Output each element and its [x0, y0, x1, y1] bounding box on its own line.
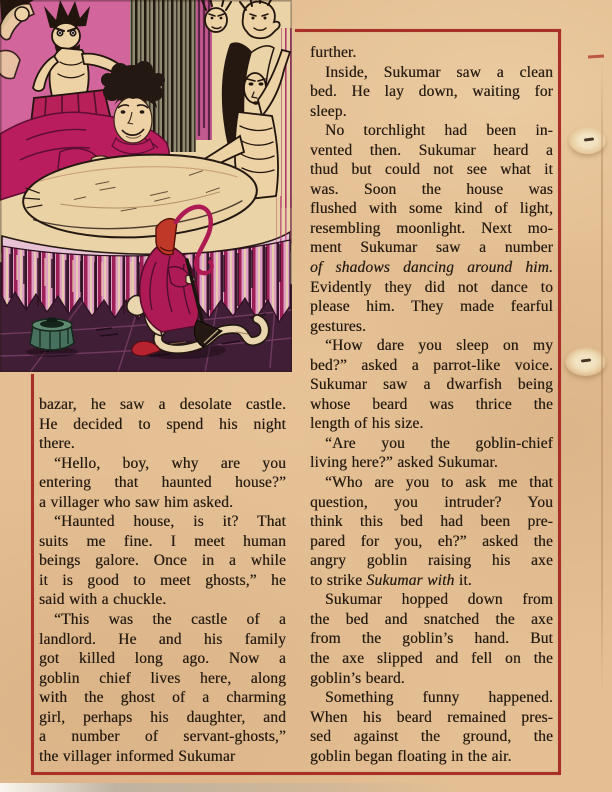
text-line: got killed long ago. Now a — [39, 650, 286, 668]
text-line: landlord. He and his family — [39, 630, 286, 648]
text-line: When his beard remained pres- — [310, 708, 553, 726]
text-line: angry goblin raising his axe — [310, 552, 553, 570]
text-line: ment Sukumar saw a number — [310, 239, 553, 257]
text-line: beings galore. Once in a while — [39, 552, 286, 570]
text-line: sed against the ground, the — [310, 728, 553, 746]
text-line: please him. They made fearful — [310, 298, 553, 316]
text-line: Sukumar saw a dwarfish being — [310, 376, 553, 394]
text-line: Evidently they did not dance to — [310, 278, 553, 296]
text-line: said with a chuckle. — [39, 591, 167, 609]
text-line: of shadows dancing around him. — [310, 259, 553, 277]
page-edge-shadow — [0, 783, 460, 792]
text-line: further. — [310, 44, 357, 61]
text-line: the bed and snatched the axe — [310, 610, 553, 628]
staple-hole-bottom — [565, 347, 606, 376]
text-line: question, you intruder? You — [310, 493, 553, 511]
text-line: goblin began floating in the air. — [310, 747, 512, 765]
text-line: living here?” asked Sukumar. — [310, 454, 498, 472]
text-run: Sukumar with — [366, 571, 455, 589]
text-line: bed?” asked a parrot-like voice. — [310, 356, 553, 374]
frame-border-left — [31, 374, 34, 774]
text-line: He decided to spend his night — [39, 415, 286, 433]
text-line: Something funny happened. — [325, 689, 553, 707]
text-line: pared for you, eh?” asked the — [310, 532, 553, 550]
frame-border-top — [295, 29, 561, 32]
text-line: resembling moonlight. Next mo- — [310, 219, 553, 237]
frame-border-right — [558, 29, 561, 775]
text-line — [310, 571, 553, 591]
text-line: bed. He lay down, waiting for — [310, 83, 553, 101]
text-line: it is good to meet ghosts,” he — [39, 571, 286, 589]
text-line: a number of servant-ghosts,” — [39, 728, 286, 746]
text-line: Sukumar hopped down from — [325, 591, 553, 609]
text-line: length of his size. — [310, 415, 424, 433]
text-line: the villager informed Sukumar — [39, 747, 236, 765]
frame-border-bottom — [31, 772, 560, 775]
text-line: entering that haunted house?” — [39, 474, 286, 492]
text-line: girl, perhaps his daughter, and — [39, 708, 286, 726]
text-line: “Are you the goblin-chief — [325, 434, 553, 452]
text-line: “How dare you sleep on my — [325, 337, 553, 355]
text-line: flushed with some kind of light, — [310, 200, 553, 218]
text-line: bazar, he saw a desolate castle. — [39, 396, 286, 413]
text-line: gestures. — [310, 317, 367, 335]
text-run: it. — [454, 571, 472, 589]
text-line: “Who are you to ask me that — [325, 474, 553, 492]
text-line: goblin’s beard. — [310, 669, 405, 687]
paper-crease — [601, 58, 603, 698]
text-line: there. — [39, 435, 75, 453]
text-line: the axe slipped and fell on the — [310, 649, 553, 667]
text-line: “Haunted house, is it? That — [54, 513, 286, 531]
text-line: “This was the castle of a — [54, 611, 286, 629]
text-line: “Hello, boy, why are you — [54, 454, 286, 472]
text-line: suits me fine. I meet human — [39, 532, 286, 550]
text-line: with the ghost of a charming — [39, 689, 286, 707]
text-run: to strike — [310, 571, 367, 589]
story-illustration — [0, 0, 292, 372]
text-line: Inside, Sukumar saw a clean — [325, 63, 553, 81]
text-line: No torchlight had been in- — [325, 122, 553, 140]
text-line: whose beard was thrice the — [310, 395, 553, 413]
text-line: thud but could not see what it — [310, 161, 553, 179]
green-pot — [26, 317, 78, 357]
right-text-column — [310, 43, 553, 766]
illustration-canvas — [0, 0, 292, 372]
text-line: from the goblin’s hand. But — [310, 630, 553, 648]
text-line: was. Soon the house was — [310, 180, 553, 198]
text-line: think this bed had been pre- — [310, 513, 553, 531]
text-line: vented then. Sukumar heard a — [310, 141, 553, 159]
text-line: goblin chief lives here, along — [39, 669, 286, 687]
left-text-column — [39, 395, 286, 766]
text-line: a villager who saw him asked. — [39, 493, 234, 511]
text-line: sleep. — [310, 102, 347, 120]
